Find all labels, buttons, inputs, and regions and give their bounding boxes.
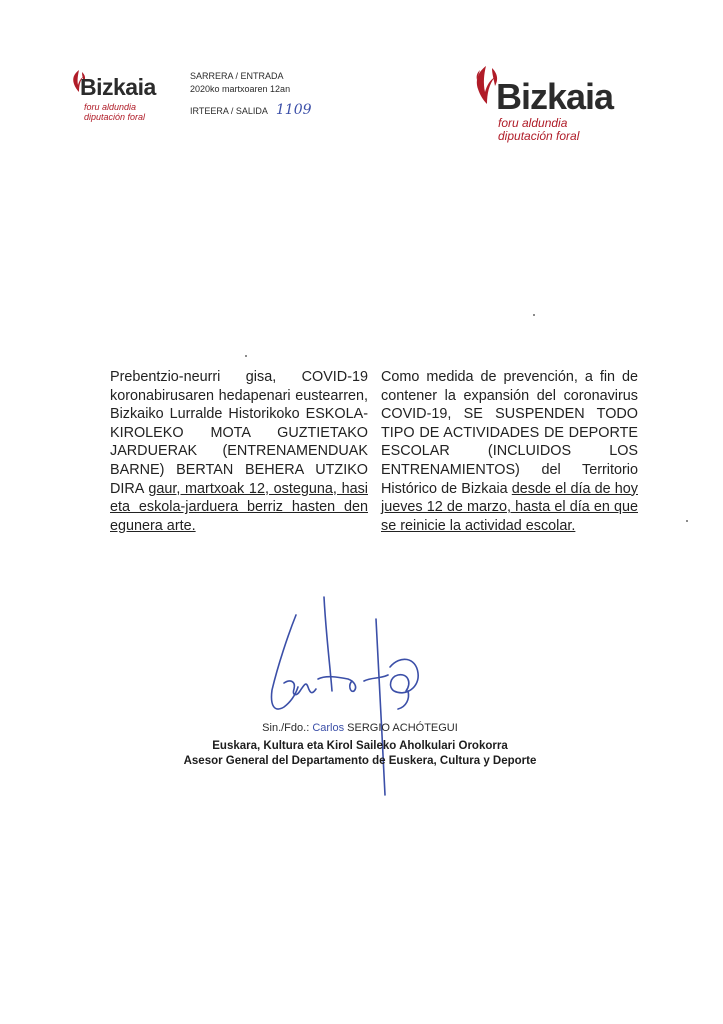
notice-basque-text: Prebentzio-neurri gisa, COVID-19 koronabirusaren hedapenari eustearren, Bizkaiko Lurralde Historikoko ESKOLA-KIROLEKO MOTA GUZTIETAKO JARDUERAK (ENTRENAMENDUAK BARNE) BERTAN BEHERA UTZIKO DIRA [110,369,368,497]
small-logo [66,66,186,126]
handwritten-signature [260,595,460,800]
notice-basque [110,368,368,535]
notice-spanish [381,368,638,535]
registry-stamp [190,70,330,117]
logo-subtitle-es: diputación foral [498,129,580,143]
stamp-handwritten-number: 1109 [275,102,312,118]
logo-brand: Bizkaia [80,74,156,100]
scan-speck [533,314,535,316]
stamp-exit-row [190,104,330,117]
stamp-entry-label: SARRERA / ENTRADA [190,71,284,81]
logo-brand: Bizkaia [496,76,614,117]
logo-subtitle-es: diputación foral [84,112,146,122]
signer-role-basque: Euskara, Kultura eta Kirol Saileko Aholkulari Orokorra [212,740,508,752]
stamp-date: 2020ko martxoaren 12an [190,84,291,94]
scan-speck [686,520,688,522]
signature-prefix: Sin./Fdo.: [262,722,313,734]
notice-basque-underlined: gaur, martxoak 12, osteguna, hasi eta eskola-jarduera berriz hasten den egunera arte. [110,480,368,534]
logo-subtitle-eu: foru aldundia [498,116,568,130]
notice-spanish-text: Como medida de prevención, a fin de contener la expansión del coronavirus COVID-19, SE SUSPENDEN TODO TIPO DE ACTIVIDADES DE DEPORTE ESCOLAR (INCLUIDOS LOS ENTRENAMIENTOS) del Territorio Histórico de Bizkaia [381,369,638,497]
logo-subtitle-eu: foru aldundia [84,102,137,112]
stamp-exit-label: IRTEERA / SALIDA [190,106,268,116]
signer-last-name: SERGIO ACHÓTEGUI [347,722,458,734]
main-logo [470,62,640,147]
signer-first-name: Carlos [312,722,345,734]
signer-role-spanish: Asesor General del Departamento de Euskera, Cultura y Deporte [183,755,537,767]
scan-speck [245,355,247,357]
signature-line [150,722,570,734]
notice-spanish-underlined: desde el día de hoy jueves 12 de marzo, hasta el día en que se reinicie la actividad escolar. [381,480,638,534]
